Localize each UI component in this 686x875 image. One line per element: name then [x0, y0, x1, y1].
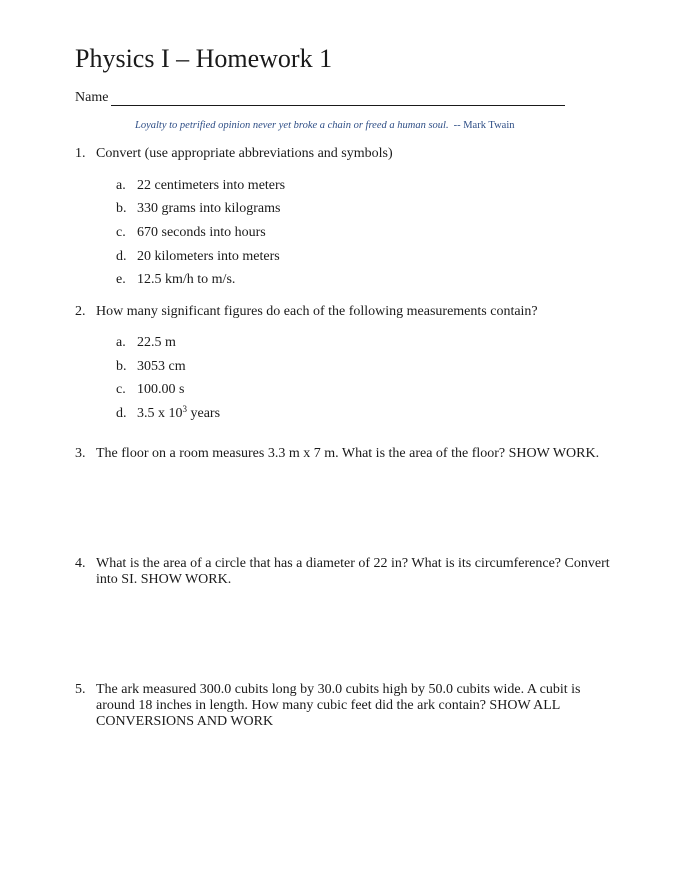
- part-text: 22.5 m: [137, 335, 176, 350]
- part-text: 330 grams into kilograms: [137, 201, 281, 216]
- part-text-exponent: 3: [182, 404, 187, 414]
- part-letter: a.: [116, 335, 126, 350]
- part-text-base: 3.5 x 10: [137, 406, 183, 421]
- question-2-part-d: [116, 406, 220, 422]
- question-line: CONVERSIONS AND WORK: [96, 714, 274, 729]
- part-letter: d.: [116, 406, 127, 421]
- name-label: Name: [75, 90, 109, 105]
- part-text: 100.00 s: [137, 382, 185, 397]
- question-2-part-b: [116, 359, 186, 375]
- question-line: into SI. SHOW WORK.: [96, 572, 232, 587]
- question-4-text: [96, 556, 616, 588]
- question-line: The floor on a room measures 3.3 m x 7 m. What is the area of the floor? SHOW WORK.: [96, 446, 600, 461]
- part-text: 22 centimeters into meters: [137, 178, 286, 193]
- part-text: 12.5 km/h to m/s.: [137, 272, 236, 287]
- part-letter: e.: [116, 272, 126, 287]
- part-letter: b.: [116, 201, 127, 216]
- part-letter: c.: [116, 382, 126, 397]
- question-2-part-c: [116, 382, 184, 398]
- quote-author: -- Mark Twain: [453, 120, 515, 131]
- question-4-number: 4.: [75, 556, 86, 571]
- question-line: What is the area of a circle that has a diameter of 22 in? What is its circumference? Convert: [96, 556, 610, 571]
- question-1-part-b: [116, 201, 281, 217]
- question-3-number: 3.: [75, 446, 86, 461]
- question-2-text: How many significant figures do each of the following measurements contain?: [96, 304, 538, 319]
- part-letter: a.: [116, 178, 126, 193]
- question-1-part-c: [116, 225, 266, 241]
- question-1-part-a: [116, 178, 285, 194]
- part-text: 3053 cm: [137, 359, 186, 374]
- part-text-unit: years: [187, 406, 221, 421]
- question-1-part-e: [116, 272, 235, 288]
- page-title: Physics I – Homework 1: [75, 44, 333, 73]
- question-1-text: Convert (use appropriate abbreviations and symbols): [96, 146, 393, 161]
- question-5-number: 5.: [75, 682, 86, 697]
- part-text: 670 seconds into hours: [137, 225, 266, 240]
- quote-text: Loyalty to petrified opinion never yet broke a chain or freed a human soul.: [135, 120, 449, 131]
- question-3-text: [96, 446, 616, 462]
- question-2-part-a: [116, 335, 176, 351]
- quote: [135, 119, 514, 133]
- question-line: around 18 inches in length. How many cubic feet did the ark contain? SHOW ALL: [96, 698, 561, 713]
- part-letter: d.: [116, 249, 127, 264]
- question-1-part-d: [116, 249, 280, 265]
- part-letter: c.: [116, 225, 126, 240]
- question-1-number: 1.: [75, 146, 86, 161]
- part-text: 20 kilometers into meters: [137, 249, 280, 264]
- name-blank-line: [111, 105, 565, 106]
- question-line: The ark measured 300.0 cubits long by 30.0 cubits high by 50.0 cubits wide. A cubit is: [96, 682, 581, 697]
- part-letter: b.: [116, 359, 127, 374]
- question-2-number: 2.: [75, 304, 86, 319]
- question-5-text: [96, 682, 616, 730]
